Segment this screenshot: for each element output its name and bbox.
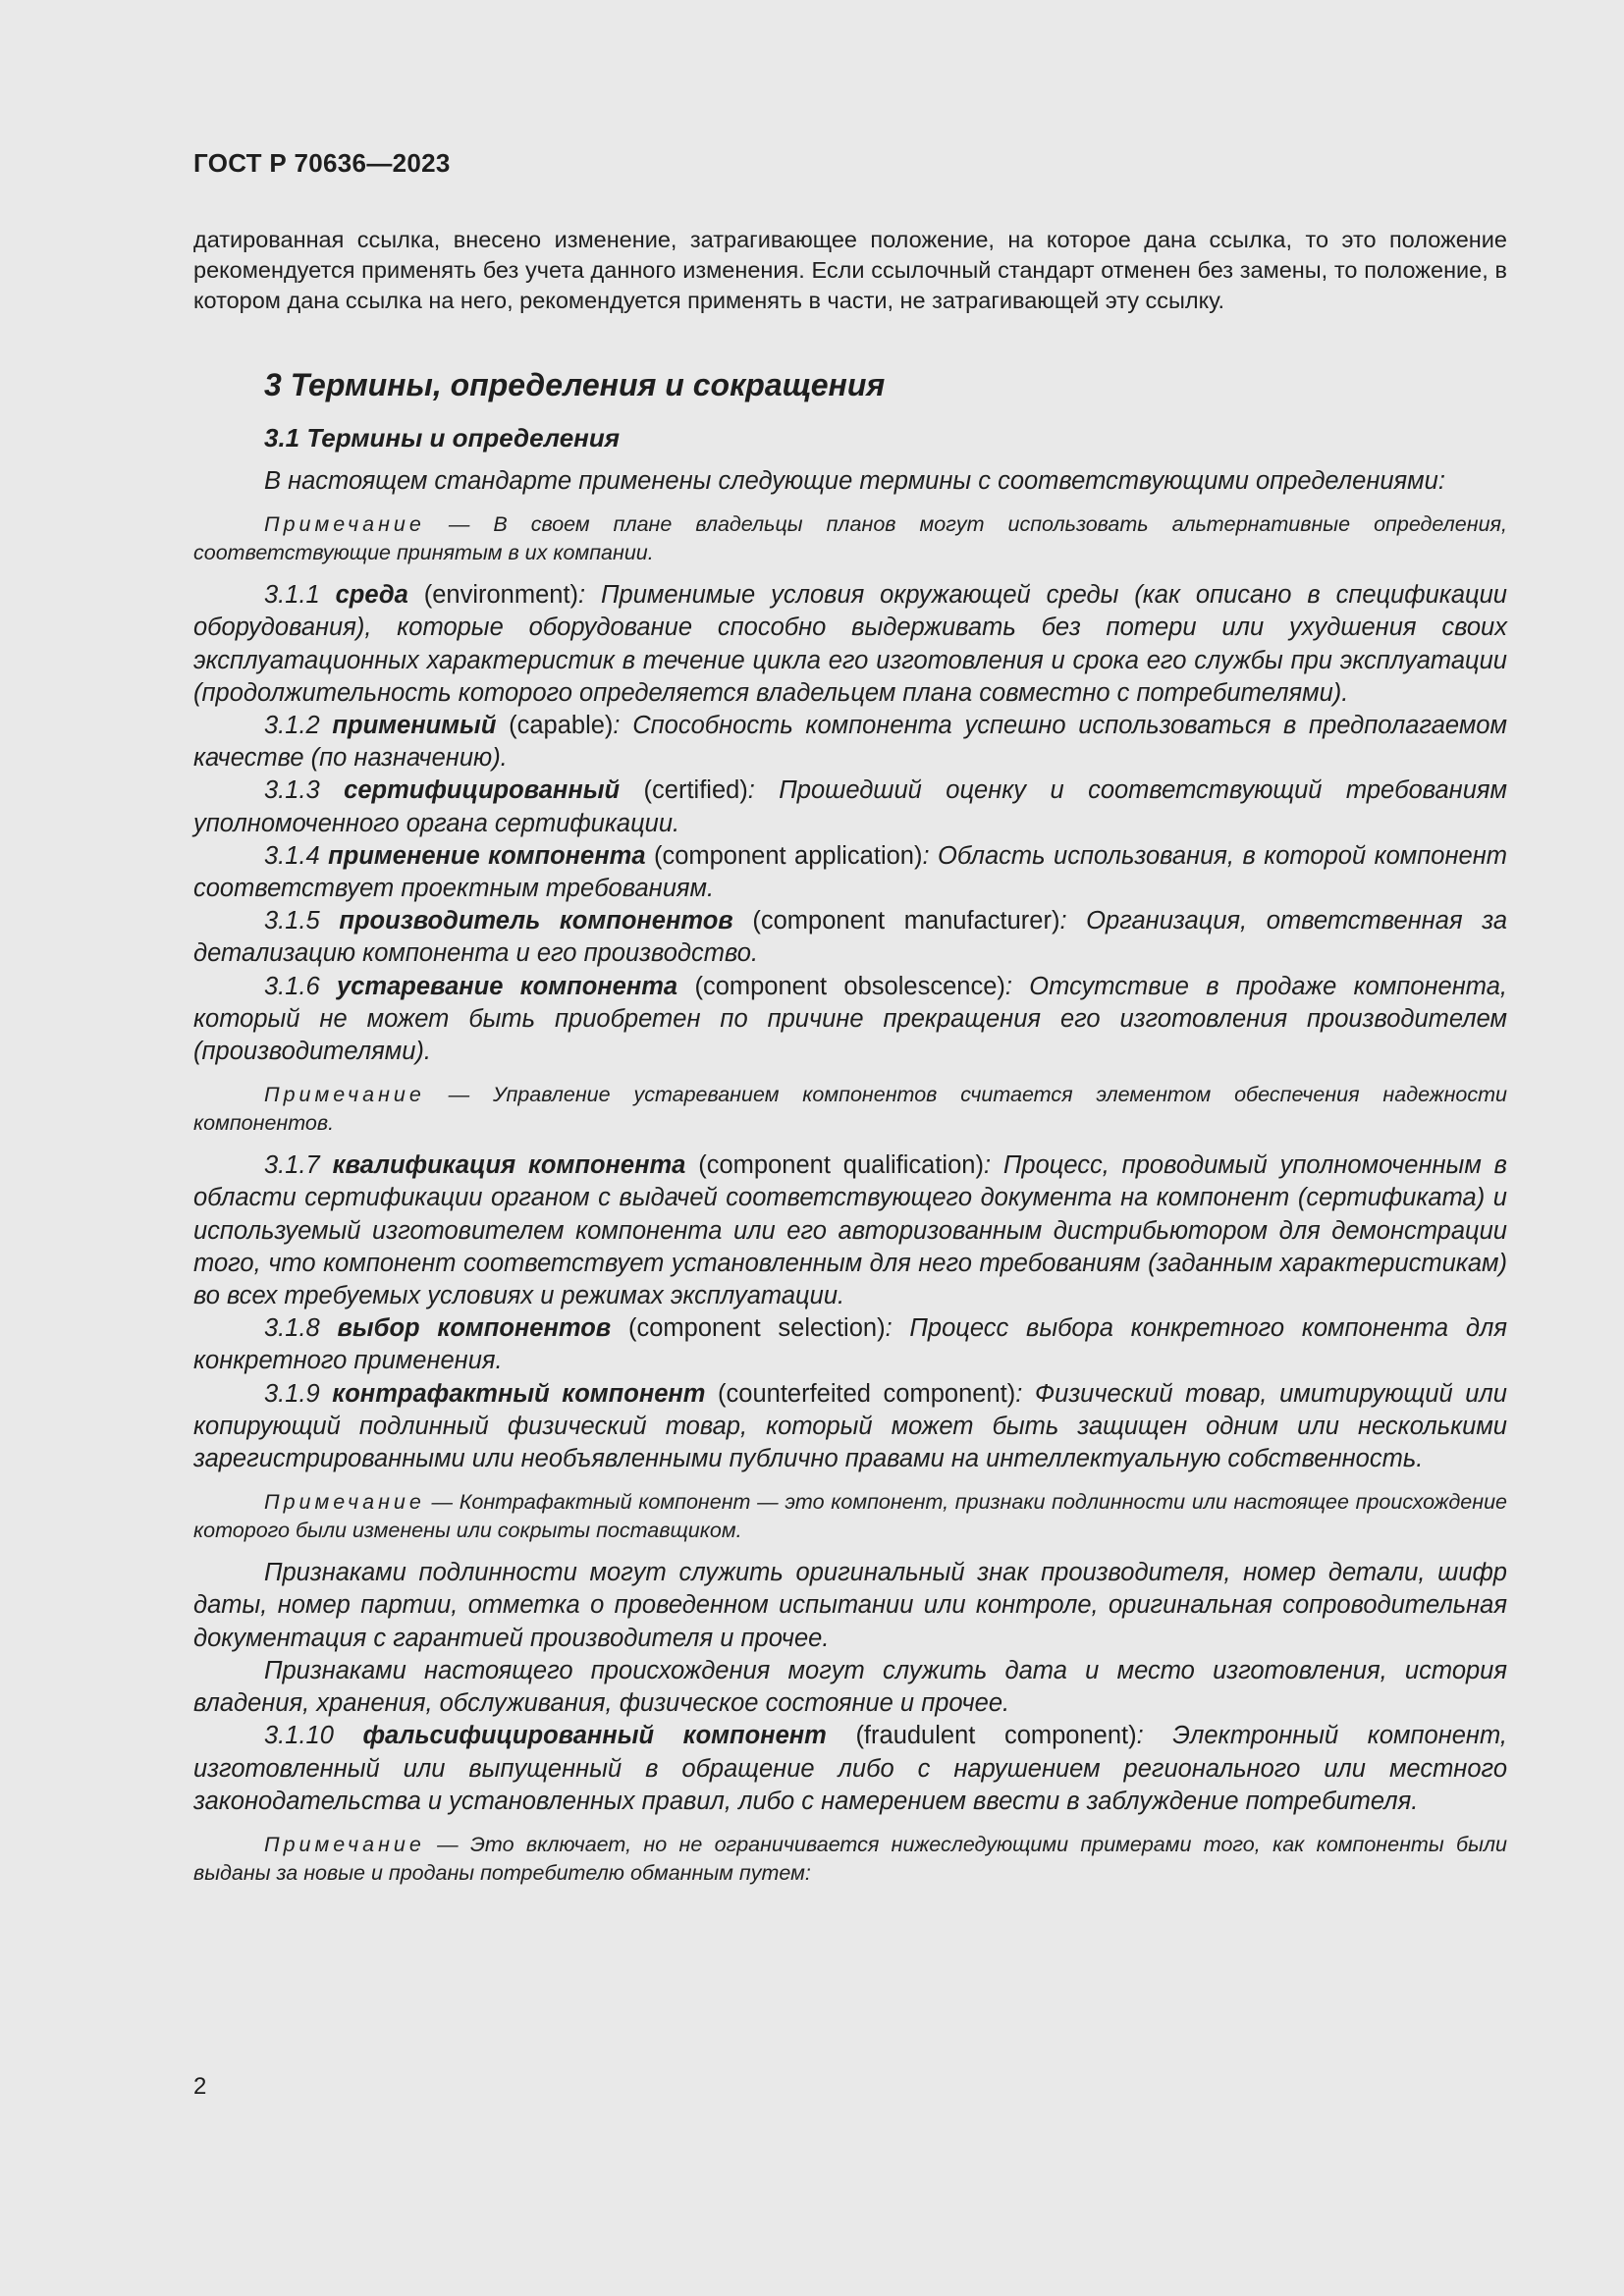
term-text: : Область использования, в которой компонент соответствует проектным требованиям. xyxy=(193,841,1507,903)
page-number: 2 xyxy=(193,2073,207,2100)
term-number: 3.1.4 xyxy=(264,841,329,870)
term-text: : Электронный компонент, изготовленный или выпущенный в обращение либо с нарушением регионального или местного законодательства и установленных правил, либо с намерением ввести в заблуждение потребителя. xyxy=(193,1722,1508,1815)
term-definition xyxy=(193,579,1507,710)
term-definition xyxy=(193,774,1507,839)
document-id-header: ГОСТ Р 70636—2023 xyxy=(193,148,451,178)
term-name: сертифицированный xyxy=(344,776,621,805)
term-text: : Процесс выбора конкретного компонента для конкретного применения. xyxy=(193,1314,1507,1375)
term-definition xyxy=(193,840,1507,905)
term-number: 3.1.5 xyxy=(264,907,340,935)
term-definition xyxy=(193,971,1507,1069)
term-english: (fraudulent component) xyxy=(826,1722,1137,1750)
term-english: (component application) xyxy=(645,841,923,870)
term-text: : Физический товар, имитирующий или копирующий подлинный физический товар, который может быть защищен одним или несколькими зарегистрированными или необъявленными публично правами на интеллектуальную собственность. xyxy=(193,1379,1507,1473)
term-name: применимый xyxy=(332,712,497,740)
note-paragraph xyxy=(193,1488,1507,1545)
note-label: Примечание xyxy=(264,1832,425,1856)
term-english: (capable) xyxy=(496,712,614,740)
term-english: (environment) xyxy=(407,581,579,610)
term-english: (component obsolescence) xyxy=(677,972,1005,1000)
term-english: (counterfeited component) xyxy=(705,1379,1016,1408)
term-number: 3.1.7 xyxy=(264,1151,333,1180)
term-number: 3.1.1 xyxy=(264,581,336,610)
term-name: выбор компонентов xyxy=(337,1314,612,1343)
term-definition xyxy=(193,1720,1507,1818)
subsection-title: 3.1 Термины и определения xyxy=(264,423,621,453)
intro-paragraph: В настоящем стандарте применены следующие термины с соответствующими определениями: xyxy=(264,467,1445,495)
note-paragraph xyxy=(193,1831,1507,1888)
note-paragraph xyxy=(193,1081,1507,1138)
term-text: : Применимые условия окружающей среды (как описано в спецификации оборудования), которые оборудование способно выдерживать без потери или ухудшения своих эксплуатационных характеристик в течение цикла его изготовления и срока его службы при эксплуатации (продолжительность которого определяется владельцем плана совместно с потребителями). xyxy=(193,581,1507,707)
term-name: квалификация компонента xyxy=(332,1151,686,1180)
term-name: контрафактный компонент xyxy=(332,1379,706,1408)
term-english: (component qualification) xyxy=(685,1151,984,1180)
term-english: (component selection) xyxy=(611,1314,886,1343)
section-title: 3 Термины, определения и сокращения xyxy=(264,367,886,402)
term-english: (component manufacturer) xyxy=(732,907,1060,935)
term-number: 3.1.10 xyxy=(264,1722,363,1750)
term-number: 3.1.3 xyxy=(264,776,345,805)
term-definition xyxy=(193,710,1507,774)
term-definition xyxy=(193,1149,1507,1312)
term-text: : Отсутствие в продаже компонента, который не может быть приобретен по причине прекращения его изготовления производителем (производителями). xyxy=(193,972,1507,1066)
note-label: Примечание xyxy=(264,512,425,537)
term-definition xyxy=(193,1378,1507,1476)
term-name: производитель компонентов xyxy=(339,907,733,935)
term-text: : Процесс, проводимый уполномоченным в области сертификации органом с выдачей соответствующего документа на компонент (сертификата) и используемый изготовителем компонента или его авторизованным дистрибьютором для демонстрации того, что компонент соответствует установленным для него требованиям (заданным характеристикам) во всех требуемых условиях и режимах эксплуатации. xyxy=(193,1151,1507,1310)
note-text: — Управление устареванием компонентов считается элементом обеспечения надежности компонентов. xyxy=(193,1083,1507,1136)
term-text: : Способность компонента успешно использоваться в предполагаемом качестве (по назначению). xyxy=(193,712,1507,773)
origin-paragraph: Признаками настоящего происхождения могут служить дата и место изготовления, история владения, хранения, обслуживания, физическое состояние и прочее. xyxy=(193,1656,1507,1718)
term-number: 3.1.2 xyxy=(264,712,333,740)
note-paragraph xyxy=(193,510,1507,567)
term-name: устаревание компонента xyxy=(337,972,678,1000)
term-number: 3.1.9 xyxy=(264,1379,333,1408)
note-text: — Это включает, но не ограничивается нижеследующими примерами того, как компоненты были выданы за новые и проданы потребителю обманным путем: xyxy=(193,1832,1507,1885)
note-label: Примечание xyxy=(264,1083,425,1107)
term-name: фальсифицированный компонент xyxy=(362,1722,827,1750)
note-label: Примечание xyxy=(264,1490,425,1515)
authenticity-paragraph: Признаками подлинности могут служить оригинальный знак производителя, номер детали, шифр даты, номер партии, отметка о проведенном испытании или контроле, оригинальная сопроводительная документация с гарантией производителя и прочее. xyxy=(193,1559,1507,1652)
term-text: : Прошедший оценку и соответствующий требованиям уполномоченного органа сертификации. xyxy=(193,776,1507,837)
page-content xyxy=(193,225,1507,1899)
term-english: (certified) xyxy=(620,776,748,805)
term-number: 3.1.6 xyxy=(264,972,338,1000)
term-definition xyxy=(193,1312,1507,1377)
term-text: : Организация, ответственная за детализацию компонента и его производство. xyxy=(193,907,1507,968)
note-text: — Контрафактный компонент — это компонент, признаки подлинности или настоящее происхождение которого были изменены или сокрыты поставщиком. xyxy=(193,1490,1507,1543)
term-name: среда xyxy=(335,581,408,610)
term-number: 3.1.8 xyxy=(264,1314,338,1343)
continuation-paragraph: датированная ссылка, внесено изменение, затрагивающее положение, на которое дана ссылка, то это положение рекомендуется применять без учета данного изменения. Если ссылочный стандарт отменен без замены, то положение, в котором дана ссылка на него, рекомендуется применять в части, не затрагивающей эту ссылку. xyxy=(193,227,1507,313)
term-name: применение компонента xyxy=(328,841,646,870)
note-text: — В своем плане владельцы планов могут использовать альтернативные определения, соответствующие принятым в их компании. xyxy=(193,512,1507,565)
term-definition xyxy=(193,905,1507,970)
